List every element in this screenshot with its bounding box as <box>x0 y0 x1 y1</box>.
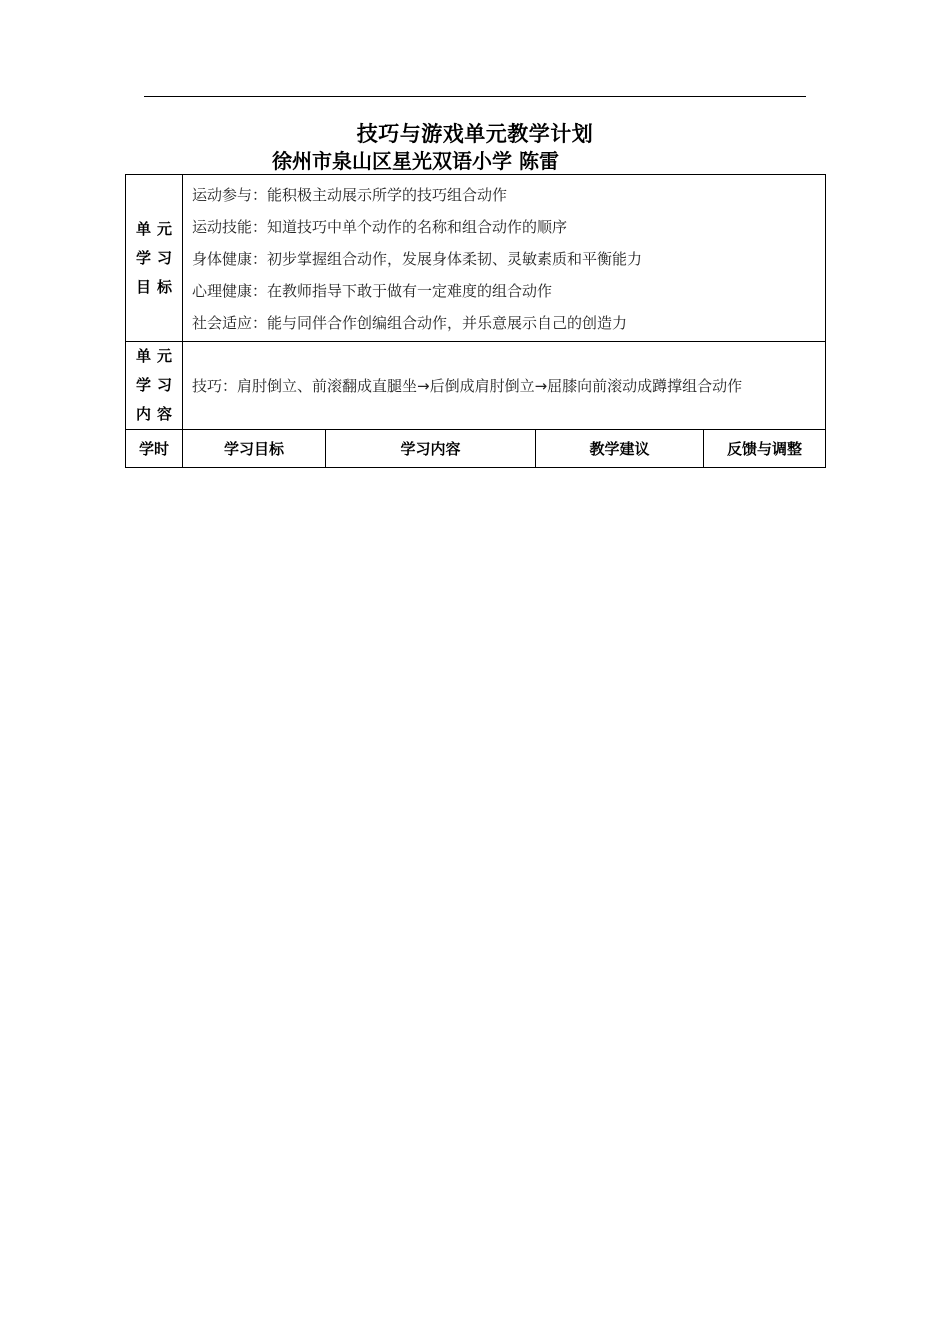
unit-goals-label-line: 学习 <box>135 248 178 267</box>
column-header-hours: 学时 <box>126 430 183 468</box>
unit-goals-label <box>126 175 183 342</box>
unit-goals-row <box>126 175 826 342</box>
goal-item: 运动参与：能积极主动展示所学的技巧组合动作 <box>192 186 508 204</box>
unit-content-label <box>126 342 183 430</box>
column-header-row <box>126 430 826 468</box>
header-rule <box>144 96 806 97</box>
document-subtitle: 徐州市泉山区星光双语小学 陈雷 <box>272 149 559 173</box>
unit-content-label-line: 单元 <box>135 347 178 365</box>
unit-goals-label-line: 目标 <box>135 277 178 296</box>
column-header-teaching-suggestions: 教学建议 <box>536 430 704 468</box>
column-header-learning-content: 学习内容 <box>326 430 536 468</box>
teaching-plan-table <box>125 174 826 468</box>
document-title: 技巧与游戏单元教学计划 <box>356 122 594 146</box>
goal-item: 身体健康：初步掌握组合动作，发展身体柔韧、灵敏素质和平衡能力 <box>192 250 643 268</box>
column-header-feedback-adjustment: 反馈与调整 <box>704 430 826 468</box>
unit-goals-list <box>183 175 826 342</box>
goal-item: 运动技能：知道技巧中单个动作的名称和组合动作的顺序 <box>192 218 568 236</box>
unit-content-text: 技巧：肩肘倒立、前滚翻成直腿坐→后倒成肩肘倒立→屈膝向前滚动成蹲撑组合动作 <box>183 342 826 430</box>
goal-item: 心理健康：在教师指导下敢于做有一定难度的组合动作 <box>192 282 553 300</box>
unit-content-label-line: 内容 <box>135 405 178 423</box>
goal-item: 社会适应：能与同伴合作创编组合动作，并乐意展示自己的创造力 <box>192 314 628 332</box>
column-header-learning-goals: 学习目标 <box>183 430 326 468</box>
unit-content-label-line: 学习 <box>135 376 178 394</box>
unit-goals-label-line: 单元 <box>135 219 178 238</box>
unit-content-row <box>126 342 826 430</box>
